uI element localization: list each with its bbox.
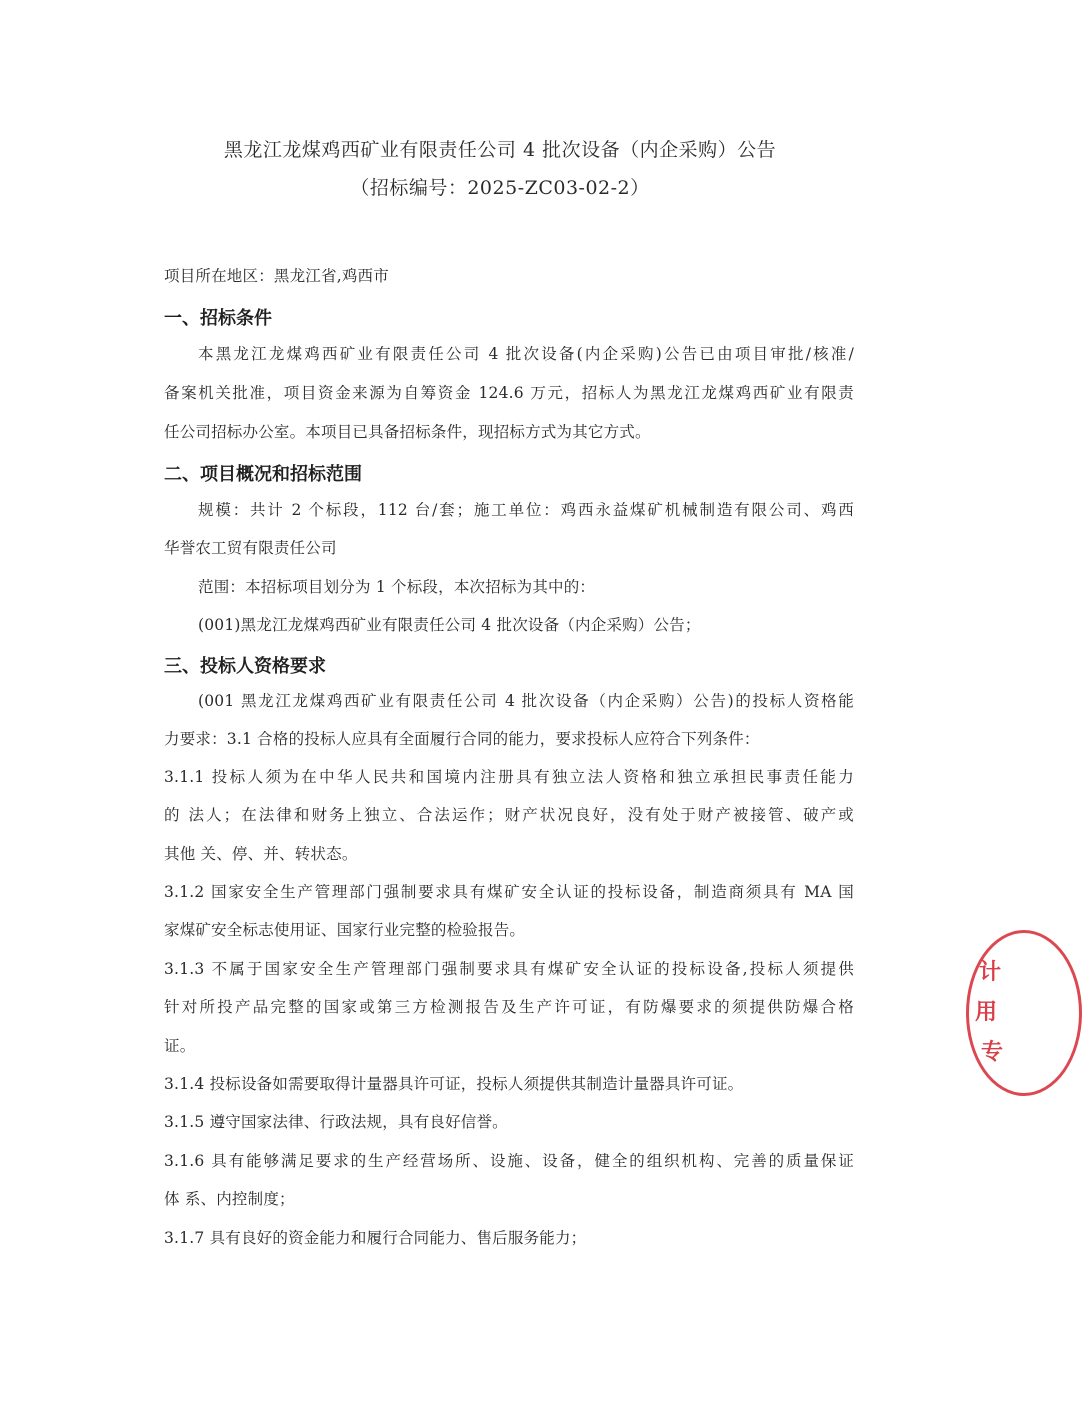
stamp-char: 专 [981,1040,1004,1065]
paragraph-line: 证。 [164,1037,196,1055]
clause-3-1-1: 3.1.1 投标人须为在中华人民共和国境内注册具有独立法人资格和独立承担民事责任能力 [164,768,854,786]
project-region: 项目所在地区：黑龙江省,鸡西市 [164,267,389,285]
document-title: 黑龙江龙煤鸡西矿业有限责任公司 4 批次设备（内企采购）公告 [223,139,777,161]
paragraph-line: 范围：本招标项目划分为 1 个标段，本次招标为其中的： [198,578,596,596]
clause-3-1-2: 3.1.2 国家安全生产管理部门强制要求具有煤矿安全认证的投标设备，制造商须具有 MA 国 [164,883,854,901]
section-2-heading: 二、项目概况和招标范围 [164,464,362,485]
paragraph-line: 华誉农工贸有限责任公司 [164,539,337,557]
paragraph-line: 备案机关批准，项目资金来源为自筹资金 124.6 万元，招标人为黑龙江龙煤鸡西矿业有限责 [164,384,854,402]
clause-3-1-4: 3.1.4 投标设备如需要取得计量器具许可证，投标人须提供其制造计量器具许可证。 [164,1075,744,1093]
stamp-char: 用 [975,1000,998,1025]
paragraph-line: 任公司招标办公室。本项目已具备招标条件，现招标方式为其它方式。 [164,423,651,441]
section-3-heading: 三、投标人资格要求 [164,656,326,677]
paragraph-line: 其他 关、停、并、转状态。 [164,845,358,863]
bid-number: （招标编号：2025-ZC03-02-2） [350,177,650,199]
seal-stamp [966,930,1082,1096]
paragraph-line: 体 系、内控制度； [164,1190,295,1208]
section-1-heading: 一、招标条件 [164,308,272,329]
clause-3-1-3: 3.1.3 不属于国家安全生产管理部门强制要求具有煤矿安全认证的投标设备,投标人须提供 [164,960,854,978]
paragraph-line: 力要求：3.1 合格的投标人应具有全面履行合同的能力，要求投标人应符合下列条件： [164,730,760,748]
paragraph-line: 本黑龙江龙煤鸡西矿业有限责任公司 4 批次设备(内企采购)公告已由项目审批/核准/ [198,345,854,363]
paragraph-line: (001)黑龙江龙煤鸡西矿业有限责任公司 4 批次设备（内企采购）公告； [198,616,701,634]
clause-3-1-5: 3.1.5 遵守国家法律、行政法规，具有良好信誉。 [164,1113,508,1131]
paragraph-line: 家煤矿安全标志使用证、国家行业完整的检验报告。 [164,921,526,939]
stamp-char: 计 [979,960,1002,985]
paragraph-line: 的 法人；在法律和财务上独立、合法运作；财产状况良好，没有处于财产被接管、破产或 [164,806,854,824]
clause-3-1-6: 3.1.6 具有能够满足要求的生产经营场所、设施、设备，健全的组织机构、完善的质量保证 [164,1152,854,1170]
paragraph-line: (001 黑龙江龙煤鸡西矿业有限责任公司 4 批次设备（内企采购）公告)的投标人资格能 [198,692,854,710]
paragraph-line: 针对所投产品完整的国家或第三方检测报告及生产许可证，有防爆要求的须提供防爆合格 [164,998,854,1016]
clause-3-1-7: 3.1.7 具有良好的资金能力和履行合同能力、售后服务能力； [164,1229,587,1247]
paragraph-line: 规模：共计 2 个标段，112 台/套；施工单位：鸡西永益煤矿机械制造有限公司、鸡西 [198,501,854,519]
